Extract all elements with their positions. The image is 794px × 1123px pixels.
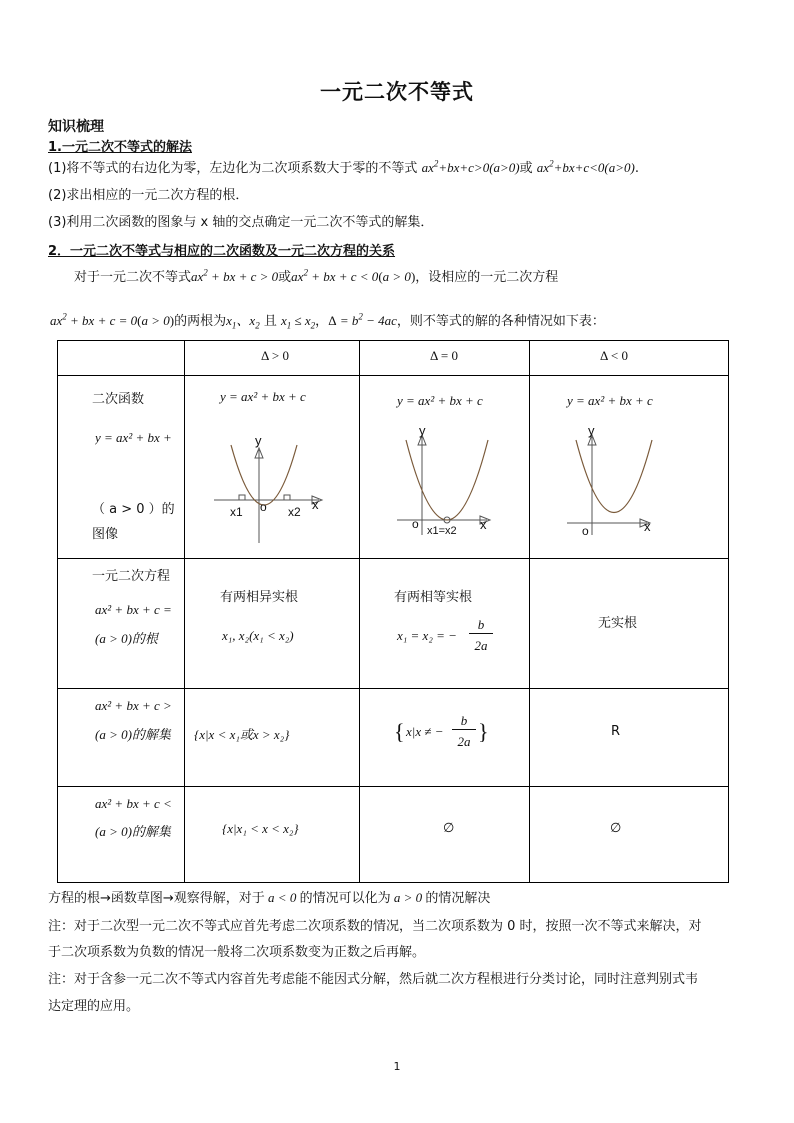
note-2b: 于二次项系数为负数的情况一般将二次项系数变为正数之后再解。 xyxy=(48,945,426,960)
note1-text-c: 的情况解决 xyxy=(425,891,491,906)
header-delta-gt: Δ > 0 xyxy=(261,348,289,363)
row3-label-b: (a > 0)的解集 xyxy=(95,727,171,742)
graph1-root-x2: x2 xyxy=(288,505,301,519)
graph-no-root xyxy=(562,425,682,550)
note-3b: 达定理的应用。 xyxy=(48,999,140,1014)
row3-label-a: ax² + bx + c > xyxy=(95,698,172,713)
step3: (3)利用二次函数的图象与 x 轴的交点确定一元二次不等式的解集． xyxy=(48,215,434,230)
page-title: 一元二次不等式 xyxy=(320,80,474,104)
row2-c2-frac-den: 2a xyxy=(474,638,488,653)
row1-label-func: y = ax² + bx + xyxy=(95,430,172,445)
graph3-y-label: y xyxy=(588,425,595,438)
s1-heading-text: 1.一元二次不等式的解法 xyxy=(48,140,192,155)
note-1 xyxy=(48,887,490,906)
row2-c2-math: x₁ = x₂ = − xyxy=(397,628,457,643)
intro2-text-a: 的两根为 xyxy=(174,314,227,329)
intro2-order: $x_1 \le x_2$ xyxy=(280,313,316,331)
row3-c1: {x|x < x₁或x > x₂} xyxy=(194,727,290,742)
table-rule xyxy=(57,882,729,883)
note-2a: 注：对于二次型一元二次不等式应首先考虑二次项系数的情况，当二次项系数为 0 时，按照一次不等式来解决，对 xyxy=(48,919,702,934)
graph2-func: y = ax² + bx + c xyxy=(397,393,483,408)
table-rule xyxy=(57,375,729,376)
intro2-text-b: 且 xyxy=(263,314,277,329)
graph1-x-label: x xyxy=(312,497,319,512)
graph2-y-label: y xyxy=(419,425,426,438)
intro1-ineq-gt: $ax^2$ + bx + c > 0 xyxy=(191,267,279,284)
row2-c2-text: 有两相等实根 xyxy=(394,590,473,605)
step1-text-b: 或 xyxy=(519,161,537,176)
row2-c1-text: 有两相异实根 xyxy=(220,590,299,605)
row3-c2-prefix: x|x ≠ − xyxy=(406,724,444,739)
graph3-origin: o xyxy=(582,524,589,538)
table-rule xyxy=(529,340,530,883)
row3-c2-frac-den: 2a xyxy=(457,734,471,749)
row2-label-b: ax² + bx + c = xyxy=(95,602,172,617)
graph2-origin: o xyxy=(412,517,419,531)
relation-table xyxy=(57,340,729,883)
intro1-text-c: ，设相应的一元二次方程 xyxy=(415,270,559,285)
table-rule xyxy=(184,340,185,883)
ineq-gt: $ax^2+bx+c>0(a>0)$ xyxy=(421,158,520,175)
intro1-text-a: 对于一元二次不等式 xyxy=(74,270,192,285)
row3-c2-frac-num: b xyxy=(452,713,476,730)
step1-text-a: (1)将不等式的右边化为零，左边化为二次项系数大于零的不等式 xyxy=(48,161,422,176)
graph3-func: y = ax² + bx + c xyxy=(567,393,653,408)
table-rule xyxy=(57,558,729,559)
graph2-x-label: x xyxy=(480,517,487,532)
intro-line-1 xyxy=(74,266,558,285)
graph1-root-x1: x1 xyxy=(230,505,243,519)
table-rule xyxy=(57,340,729,341)
step1: (1)将不等式的右边化为零，左边化为二次项系数大于零的不等式 $ax^2+bx+c>0(a>0)$或 $ax^2+bx+c<0(a>0)$. xyxy=(48,158,639,176)
row4-c3: ∅ xyxy=(610,821,622,836)
note1-text-a: 方程的根→函数草图→观察得解，对于 xyxy=(48,891,265,906)
graph1-y-label: y xyxy=(255,433,262,448)
page-number: 1 xyxy=(393,1060,401,1073)
graph1-origin: o xyxy=(260,500,267,514)
note1-text-b: 的情况可以化为 xyxy=(299,891,391,906)
note1-a-neg: a < 0 xyxy=(264,890,300,905)
row2-label-c: (a > 0)的根 xyxy=(95,631,158,646)
s2-heading xyxy=(48,240,395,259)
row4-c1: {x|x₁ < x < x₂} xyxy=(222,821,299,836)
graph-two-roots xyxy=(204,425,344,550)
row4-c2: ∅ xyxy=(443,821,455,836)
row1-label-b: （ a > 0 ）的 xyxy=(92,502,175,517)
intro2-roots: $x_1$、$x_2$ xyxy=(226,313,260,331)
s1-heading xyxy=(48,136,192,155)
table-rule xyxy=(359,340,360,883)
row2-c1-math: x₁, x₂(x₁ < x₂) xyxy=(222,628,294,643)
row2-c3-text: 无实根 xyxy=(598,616,638,631)
s2-heading-text: 2．一元二次不等式与相应的二次函数及一元二次方程的关系 xyxy=(48,244,396,259)
graph2-root: x1=x2 xyxy=(427,525,457,537)
row1-label-a: 二次函数 xyxy=(92,392,145,407)
row2-label-a: 一元二次方程 xyxy=(92,569,171,584)
row3-c3: R xyxy=(611,724,621,739)
intro1-text-b: 或 xyxy=(278,270,292,285)
graph3-x-label: x xyxy=(644,519,651,534)
table-rule xyxy=(57,340,58,883)
table-rule xyxy=(57,688,729,689)
intro1-ineq-lt: $ax^2$ + bx + c < 0(a > 0) xyxy=(291,267,416,284)
intro-line-2: $ax^2$ + bx + c = 0(a > 0)的两根为$x_1$、$x_2$ 且 $x_1 \le x_2$，$\Delta = b^2 - 4ac$，则不等式的解的各种情况如下表： xyxy=(50,311,605,331)
intro2-delta: $\Delta = b^2 - 4ac$ xyxy=(328,311,397,328)
header-delta-lt: Δ < 0 xyxy=(600,348,628,363)
row4-label-a: ax² + bx + c < xyxy=(95,796,172,811)
section-heading: 知识梳理 xyxy=(48,119,104,135)
table-rule xyxy=(57,786,729,787)
intro2-eq: $ax^2$ + bx + c = 0(a > 0) xyxy=(50,311,175,328)
ineq-lt: $ax^2+bx+c<0(a>0)$ xyxy=(536,158,635,175)
row3-c2-lbrace: { xyxy=(394,719,405,744)
graph1-func: y = ax² + bx + c xyxy=(220,389,306,404)
row4-label-b: (a > 0)的解集 xyxy=(95,824,171,839)
table-rule xyxy=(728,340,729,883)
intro2-text-c: ，则不等式的解的各种情况如下表： xyxy=(396,314,605,329)
row1-label-c: 图像 xyxy=(92,527,119,542)
graph-double-root xyxy=(392,425,512,550)
step2: (2)求出相应的一元二次方程的根． xyxy=(48,188,249,203)
header-delta-eq: Δ = 0 xyxy=(430,348,458,363)
note-3a: 注：对于含参一元二次不等式内容首先考虑能不能因式分解，然后就二次方程根进行分类讨论，同时注意判别式韦 xyxy=(48,972,699,987)
row2-c2-frac-num: b xyxy=(469,617,493,634)
row3-c2-rbrace: } xyxy=(478,719,489,744)
note1-a-pos: a > 0 xyxy=(390,890,426,905)
